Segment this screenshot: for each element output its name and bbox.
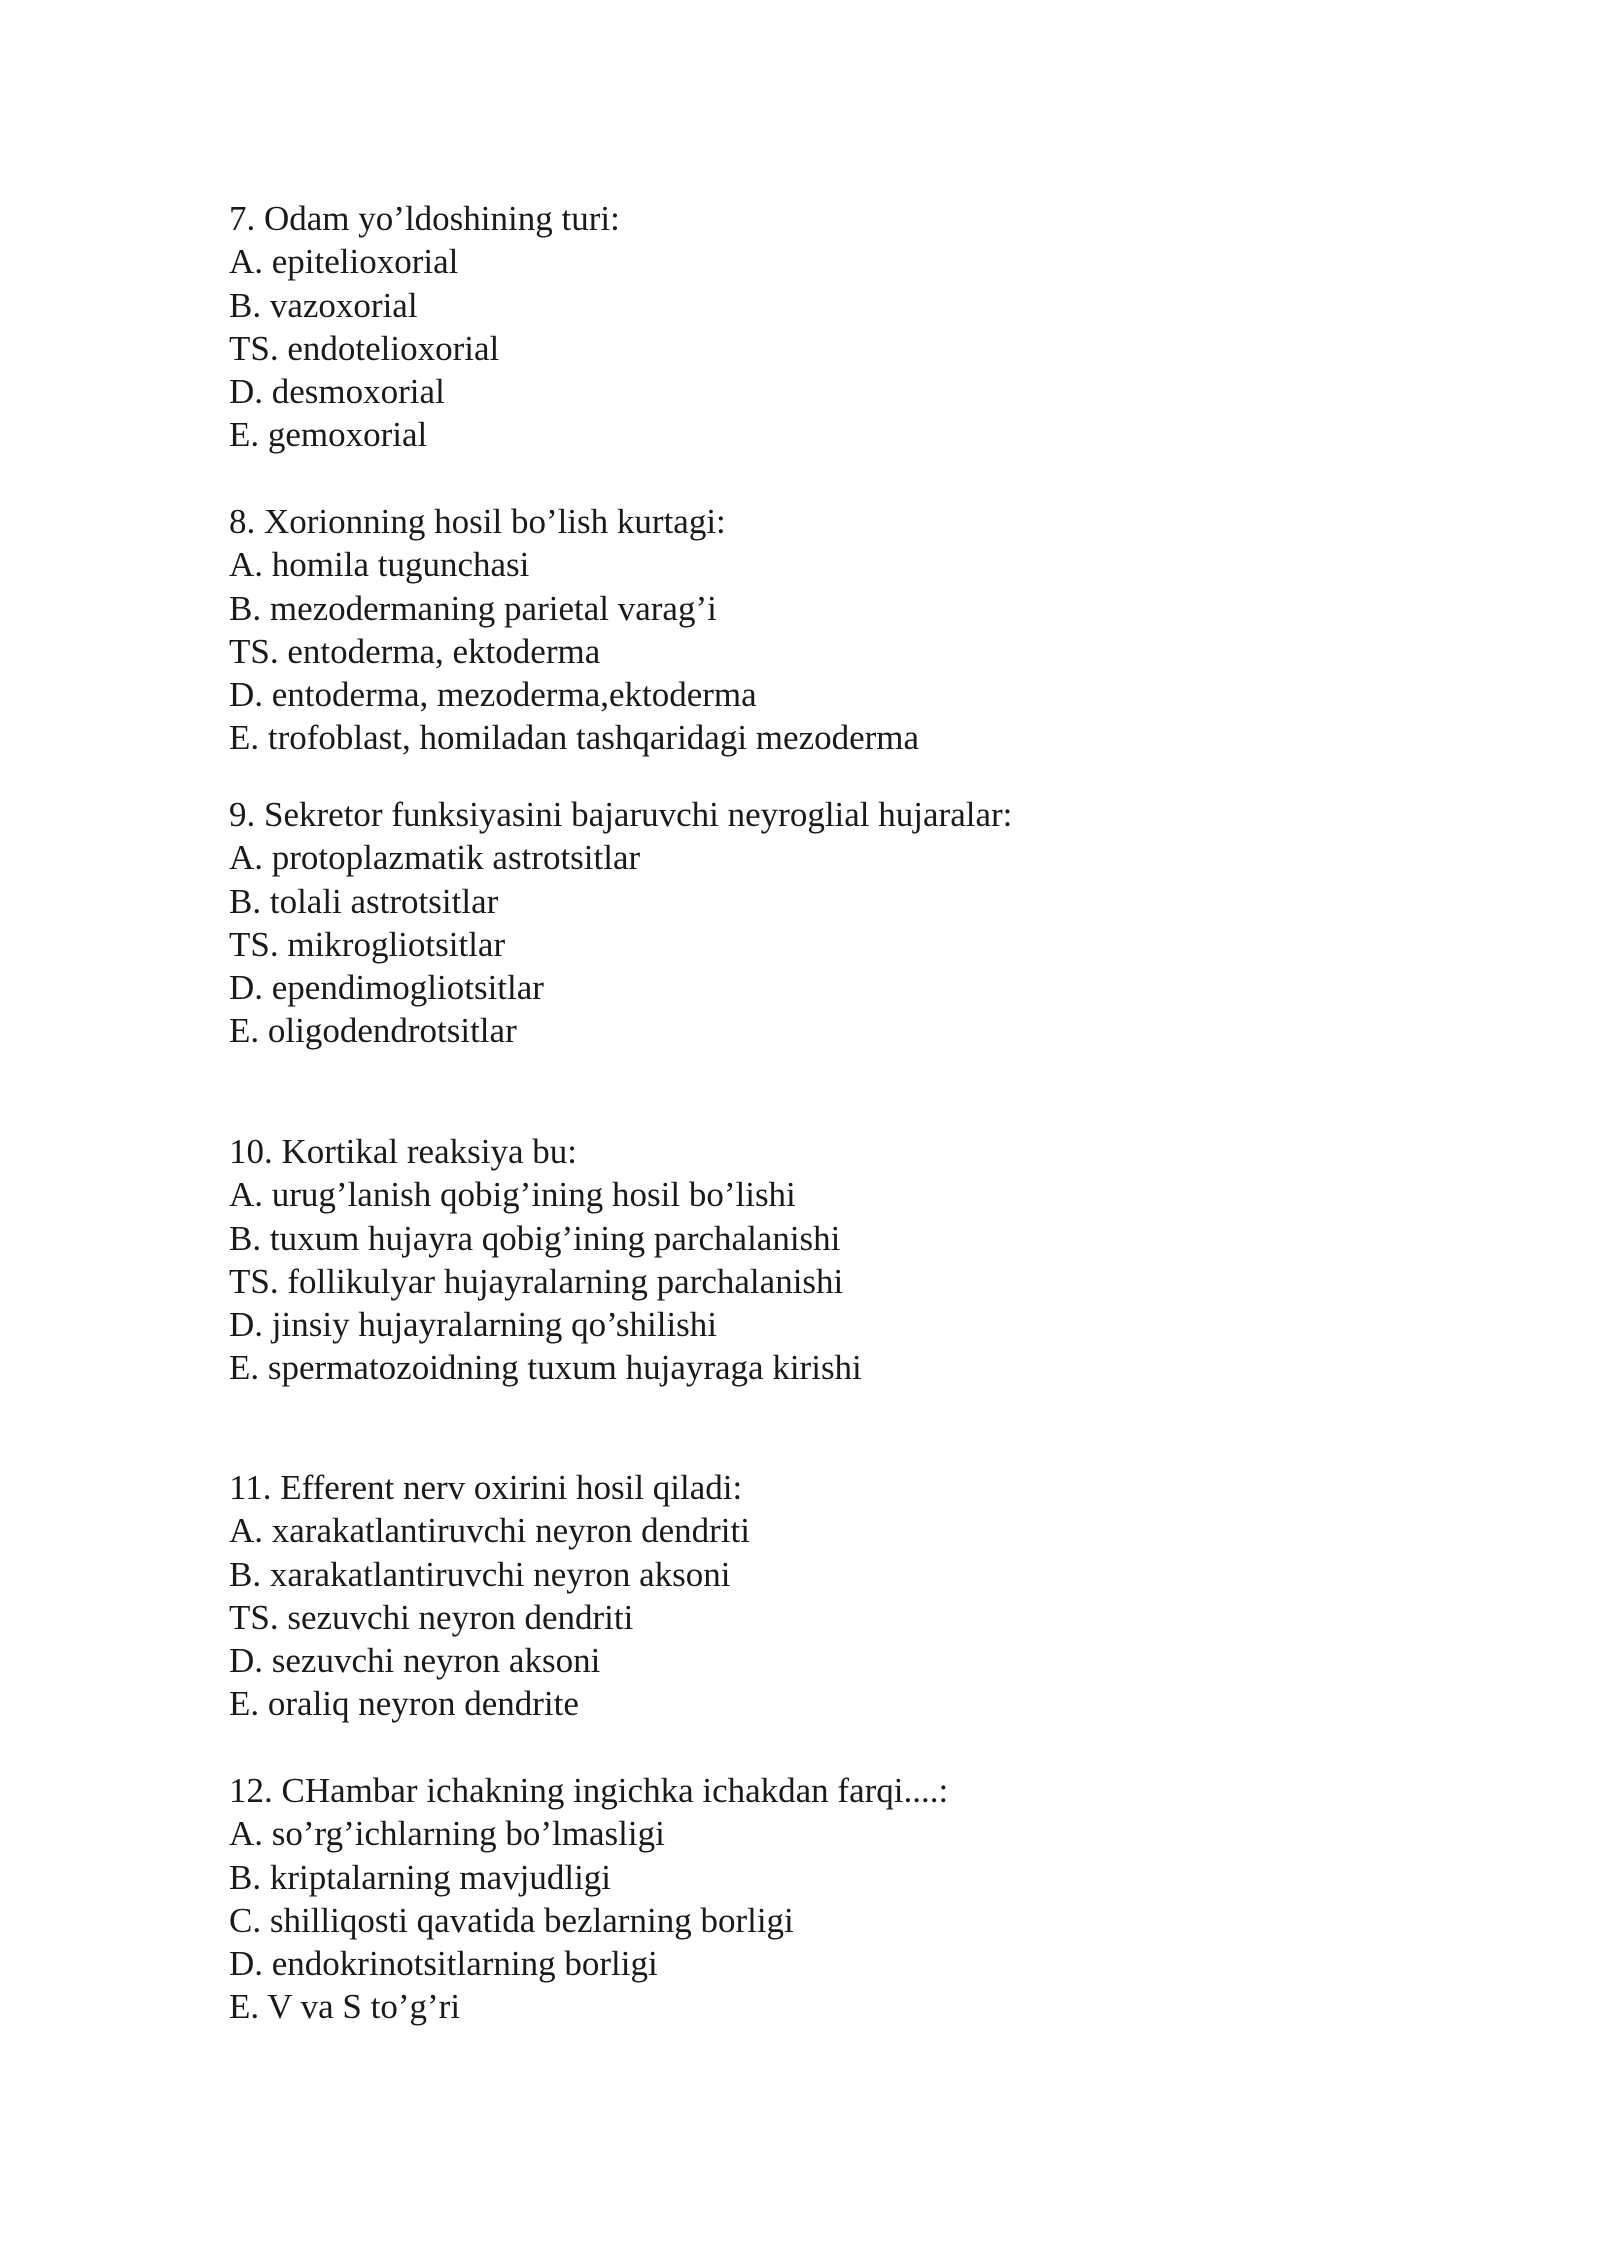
option-e: E. V va S to’g’ri: [229, 1987, 461, 2027]
option-e: E. gemoxorial: [229, 415, 428, 455]
option-e: E. oligodendrotsitlar: [229, 1011, 517, 1051]
question-9: [229, 793, 1529, 1053]
option-a: A. xarakatlantiruvchi neyron dendriti: [229, 1511, 750, 1551]
option-b: B. kriptalarning mavjudligi: [229, 1857, 612, 1897]
question-12: [229, 1769, 1529, 2029]
option-d: D. entoderma, mezoderma,ektoderma: [229, 675, 757, 715]
question-title: 9. Sekretor funksiyasini bajaruvchi neyroglial hujaralar:: [229, 795, 1013, 834]
option-ts: TS. follikulyar hujayralarning parchalanishi: [229, 1261, 844, 1301]
option-ts: TS. endotelioxorial: [229, 328, 500, 368]
question-title: 7. Odam yo’ldoshining turi:: [229, 199, 620, 238]
question-10: [229, 1130, 1529, 1390]
option-e: E. spermatozoidning tuxum hujayraga kirishi: [229, 1348, 862, 1388]
option-b: B. mezodermaning parietal varag’i: [229, 588, 717, 628]
option-d: D. desmoxorial: [229, 372, 445, 412]
option-b: B. tuxum hujayra qobig’ining parchalanishi: [229, 1218, 841, 1258]
question-title: 12. CHambar ichakning ingichka ichakdan farqi....:: [229, 1771, 949, 1810]
question-title: 11. Efferent nerv oxirini hosil qiladi:: [229, 1468, 743, 1507]
option-b: B. xarakatlantiruvchi neyron aksoni: [229, 1554, 731, 1594]
question-8: [229, 500, 1529, 760]
option-e: E. oraliq neyron dendrite: [229, 1684, 579, 1724]
question-11: [229, 1466, 1529, 1726]
option-a: A. protoplazmatik astrotsitlar: [229, 838, 641, 878]
option-ts: TS. entoderma, ektoderma: [229, 631, 601, 671]
option-a: A. epitelioxorial: [229, 242, 459, 282]
question-7: [229, 197, 1529, 457]
question-title: 8. Xorionning hosil bo’lish kurtagi:: [229, 502, 726, 541]
question-title: 10. Kortikal reaksiya bu:: [229, 1132, 577, 1171]
option-c: C. shilliqosti qavatida bezlarning borligi: [229, 1900, 794, 1940]
option-b: B. vazoxorial: [229, 285, 418, 325]
option-b: B. tolali astrotsitlar: [229, 881, 499, 921]
option-d: D. endokrinotsitlarning borligi: [229, 1944, 658, 1984]
option-a: A. homila tugunchasi: [229, 545, 530, 585]
option-ts: TS. sezuvchi neyron dendriti: [229, 1597, 634, 1637]
option-ts: TS. mikrogliotsitlar: [229, 924, 506, 964]
option-a: A. urug’lanish qobig’ining hosil bo’lishi: [229, 1175, 796, 1215]
option-e: E. trofoblast, homiladan tashqaridagi mezoderma: [229, 718, 920, 758]
option-a: A. so’rg’ichlarning bo’lmasligi: [229, 1814, 665, 1854]
option-d: D. jinsiy hujayralarning qo’shilishi: [229, 1305, 718, 1345]
option-d: D. sezuvchi neyron aksoni: [229, 1641, 601, 1681]
option-d: D. ependimogliotsitlar: [229, 968, 544, 1008]
